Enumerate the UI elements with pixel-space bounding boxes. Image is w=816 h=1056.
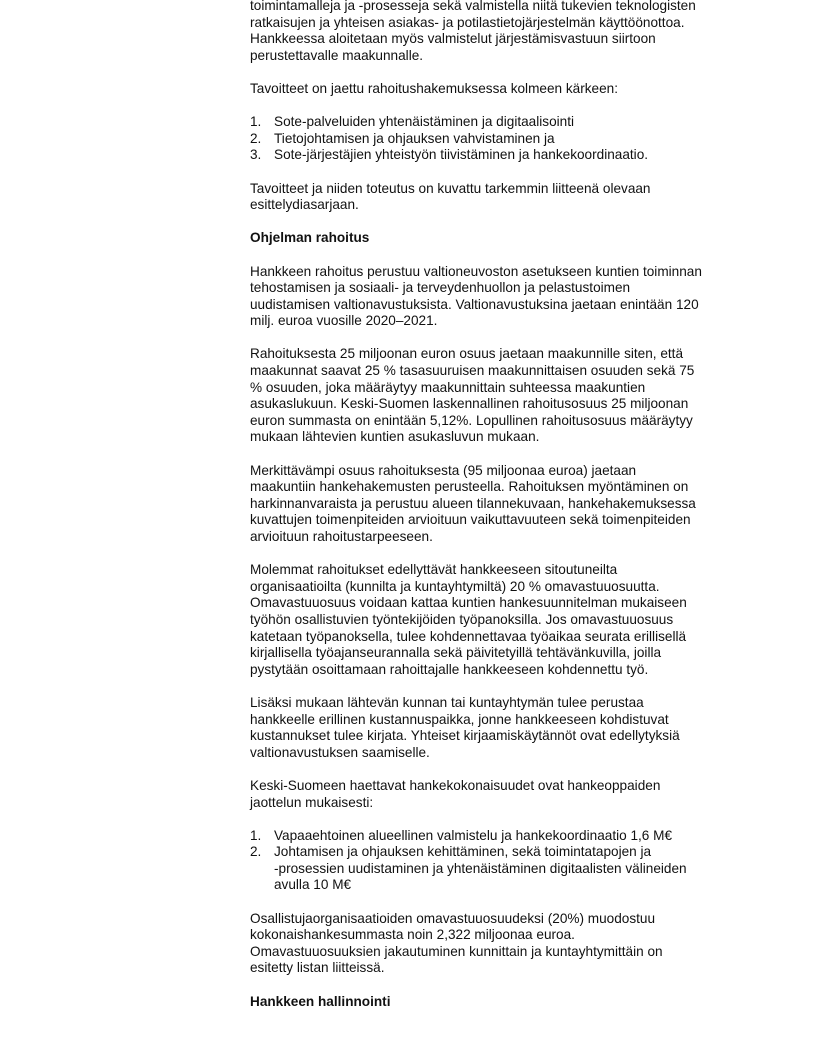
text-line: Molemmat rahoitukset edellyttävät hankkeeseen sitoutuneilta — [250, 562, 618, 578]
text-line: Merkittävämpi osuus rahoituksesta (95 miljoonaa euroa) jaetaan — [250, 462, 637, 478]
list-item-text: -prosessien uudistaminen ja yhtenäistäminen digitaalisten välineiden — [274, 860, 687, 876]
list-item — [250, 114, 750, 131]
funding-paragraph-1 — [250, 264, 750, 330]
list-item — [250, 828, 750, 845]
funding-paragraph-2 — [250, 346, 750, 446]
text-line: katetaan työpanoksella, tulee kohdennettavaa työaikaa seurata erillisellä — [250, 628, 687, 644]
text-line: maakunnat saavat 25 % tasasuuruisen maakunnittaisen osuuden sekä 75 — [250, 363, 695, 379]
text-line: Omavastuuosuus voidaan kattaa kuntien hankesuunnitelman mukaiseen — [250, 595, 687, 611]
text-line: maakuntiin hankehakemusten perusteella. Rahoituksen myöntäminen on — [250, 479, 689, 495]
list-item — [250, 844, 750, 894]
text-line: Keski-Suomeen haettavat hankekokonaisuudet ovat hankeoppaiden — [250, 777, 661, 793]
list-item — [250, 147, 750, 164]
funding-paragraph-7 — [250, 911, 750, 977]
document-page — [250, 0, 750, 1010]
list-item-text: avulla 10 M€ — [274, 877, 352, 893]
text-line: milj. euroa vuosille 2020–2021. — [250, 313, 438, 329]
text-line: uudistamisen valtionavustuksista. Valtionavustuksina jaetaan enintään 120 — [250, 296, 699, 312]
funding-paragraph-3 — [250, 463, 750, 546]
list-item-number: 1. — [250, 114, 262, 130]
heading-funding: Ohjelman rahoitus — [250, 230, 370, 246]
text-line: työhön osallistuvien työntekijöiden työpanoksilla. Jos omavastuuosuus — [250, 611, 674, 627]
text-line: % osuuden, joka määräytyy maakunnittain suhteessa maakuntien — [250, 379, 646, 395]
heading-administration: Hankkeen hallinnointi — [250, 993, 391, 1009]
funding-paragraph-6 — [250, 778, 750, 811]
funding-paragraph-5 — [250, 695, 750, 761]
text-line: toimintamalleja ja -prosesseja sekä valmistella niitä tukevien teknologisten — [250, 0, 696, 13]
text-line: arvioituun rahoitustarpeeseen. — [250, 529, 433, 544]
list-item — [250, 131, 750, 148]
text-line: asukaslukuun. Keski-Suomen laskennallinen rahoitusosuus 25 miljoonan — [250, 396, 689, 412]
text-line: tehostamisen ja sosiaali- ja terveydenhuollon ja pelastustoimen — [250, 280, 631, 296]
list-item-text: Sote-palveluiden yhtenäistäminen ja digitaalisointi — [274, 114, 575, 130]
intro-paragraph — [250, 0, 750, 64]
list-item-text: Tietojohtamisen ja ohjauksen vahvistaminen ja — [274, 130, 555, 146]
goals-outro — [250, 181, 750, 214]
text-line: organisaatioilta (kunnilta ja kuntayhtymiltä) 20 % omavastuuosuutta. — [250, 578, 660, 594]
text-line: mukaan lähtevien kuntien asukasluvun mukaan. — [250, 429, 540, 445]
text-line: valtionavustuksen saamiselle. — [250, 744, 430, 760]
text-line: esittelydiasarjaan. — [250, 197, 359, 213]
funding-paragraph-4 — [250, 562, 750, 678]
text-line: hankkeelle erillinen kustannuspaikka, jonne hankkeeseen kohdistuvat — [250, 711, 669, 727]
goals-list — [250, 114, 750, 164]
text-line: Omavastuuosuuksien jakautuminen kunnittain ja kuntayhtymittäin on — [250, 943, 663, 959]
text-line: esitetty listan liitteissä. — [250, 960, 385, 976]
text-line: Osallistujaorganisaatioiden omavastuuosuudeksi (20%) muodostuu — [250, 910, 656, 926]
goals-intro — [250, 81, 750, 98]
text-line: perustettavalle maakunnalle. — [250, 47, 424, 63]
text-line: euron summasta on enintään 5,12%. Lopullinen rahoitusosuus määräytyy — [250, 412, 693, 428]
projects-list — [250, 828, 750, 894]
list-item-number: 3. — [250, 147, 262, 163]
text-line: kirjallisella työajanseurannalla sekä päivitetyillä tehtävänkuvilla, joilla — [250, 645, 662, 661]
list-item-number: 2. — [250, 844, 262, 860]
text-line: Hankkeessa aloitetaan myös valmistelut järjestämisvastuun siirtoon — [250, 31, 656, 47]
list-item-number: 2. — [250, 130, 262, 146]
text-line: Rahoituksesta 25 miljoonan euron osuus jaetaan maakunnille siten, että — [250, 346, 684, 362]
text-line: ratkaisujen ja yhteisen asiakas- ja potilastietojärjestelmän käyttöönottoa. — [250, 14, 685, 30]
text-line: kokonaishankesummasta noin 2,322 miljoonaa euroa. — [250, 927, 575, 943]
text-line: Tavoitteet ja niiden toteutus on kuvattu tarkemmin liitteenä olevaan — [250, 180, 651, 196]
list-item-text: Vapaaehtoinen alueellinen valmistelu ja hankekoordinaatio 1,6 M€ — [274, 827, 673, 843]
text-line: harkinnanvaraista ja perustuu alueen tilannekuvaan, hankehakemuksessa — [250, 495, 696, 511]
text-line: Hankkeen rahoitus perustuu valtioneuvoston asetukseen kuntien toiminnan — [250, 263, 702, 279]
text-line: kustannukset tulee kirjata. Yhteiset kirjaamiskäytännöt ovat edellytyksiä — [250, 728, 680, 744]
list-item-text: Johtamisen ja ohjauksen kehittäminen, sekä toimintatapojen ja — [274, 844, 652, 860]
text-line: jaottelun mukaisesti: — [250, 794, 374, 810]
text-line: kuvattujen toimenpiteiden arvioituun vaikuttavuuteen sekä toimenpiteiden — [250, 512, 691, 528]
text-line: pystytään osoittamaan rahoittajalle hankkeeseen kohdennettu työ. — [250, 661, 649, 677]
text-line: Lisäksi mukaan lähtevän kunnan tai kuntayhtymän tulee perustaa — [250, 694, 644, 710]
text-line: Tavoitteet on jaettu rahoitushakemuksessa kolmeen kärkeen: — [250, 80, 618, 96]
list-item-text: Sote-järjestäjien yhteistyön tiivistäminen ja hankekoordinaatio. — [274, 147, 649, 163]
list-item-number: 1. — [250, 827, 262, 843]
